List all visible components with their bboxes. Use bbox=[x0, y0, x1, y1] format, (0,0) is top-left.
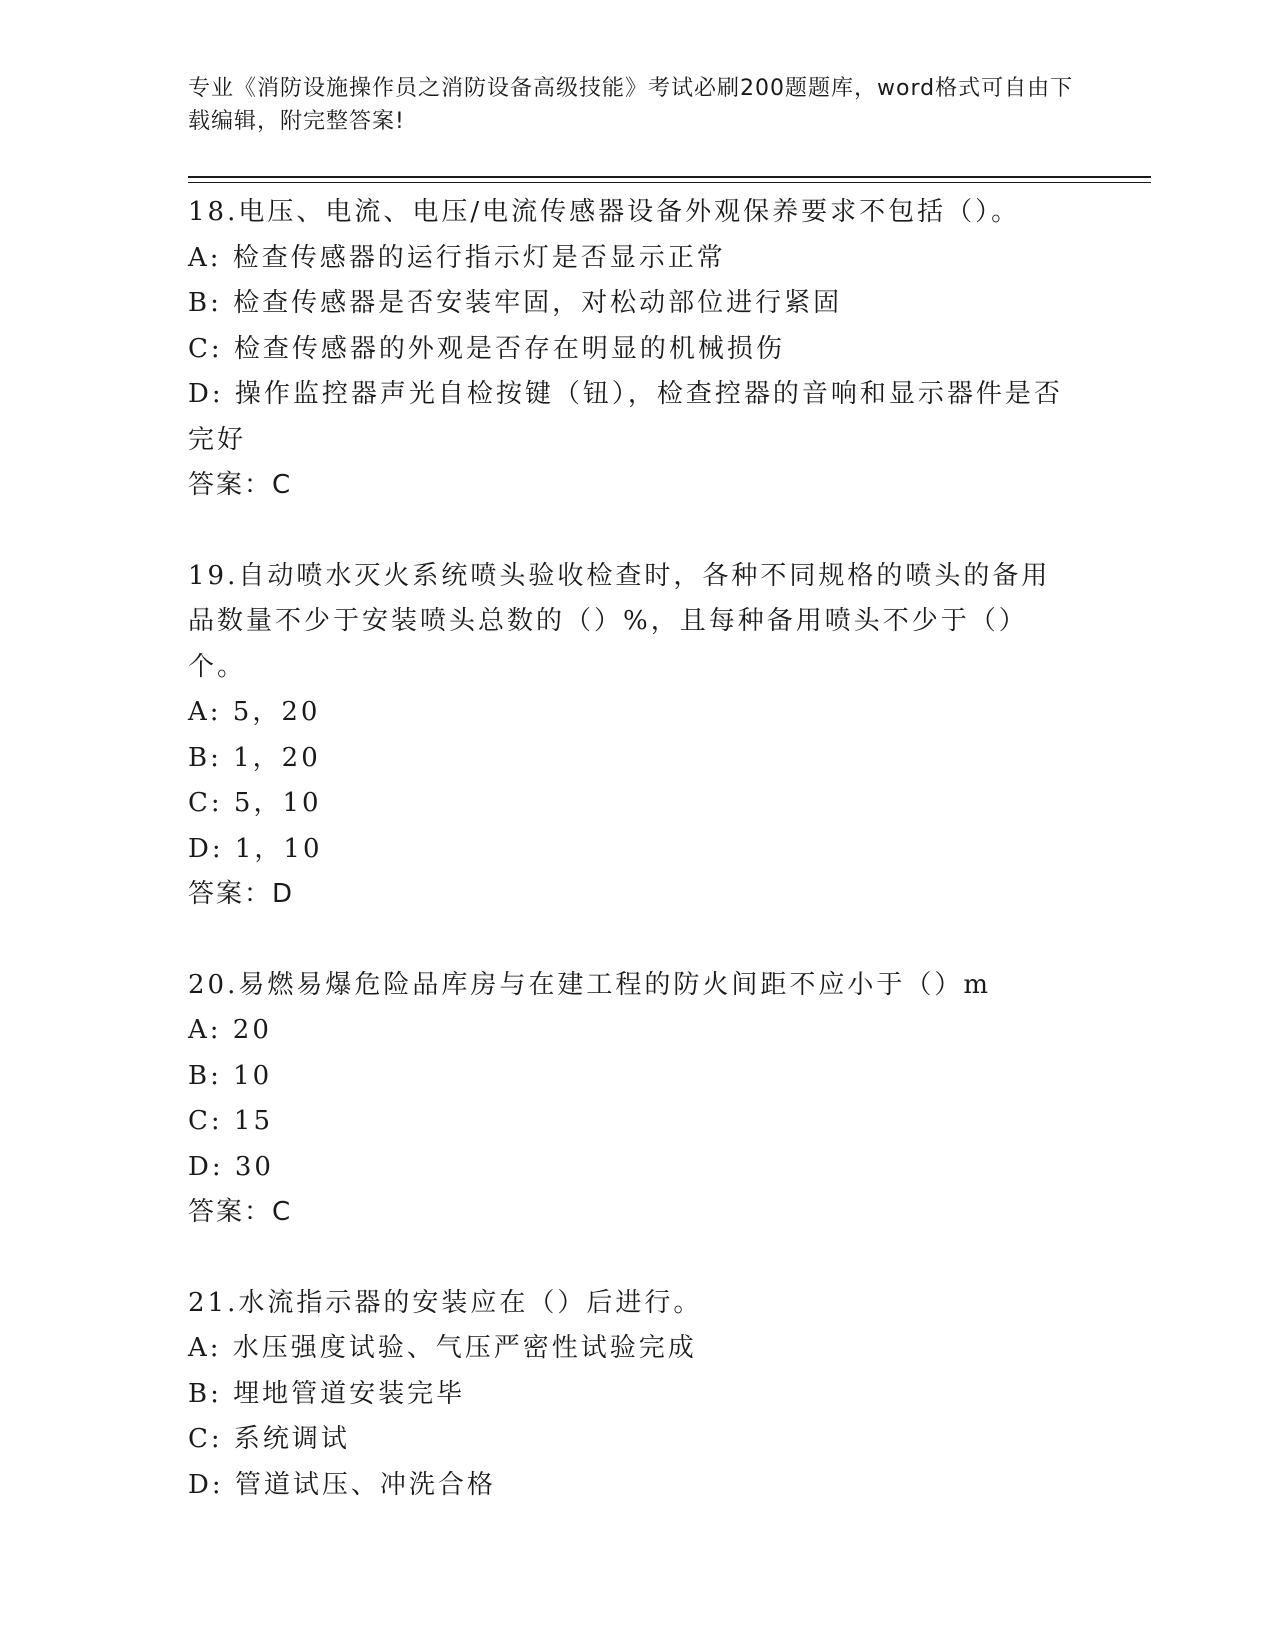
option-b: B: 埋地管道安装完毕 bbox=[188, 1378, 466, 1409]
option-d: D: 1，10 bbox=[188, 833, 323, 864]
option-a: A: 水压强度试验、气压严密性试验完成 bbox=[188, 1333, 697, 1363]
header-divider bbox=[188, 176, 1151, 178]
option-c: C: 15 bbox=[188, 1106, 274, 1136]
page-header: 专业《消防设施操作员之消防设备高级技能》考试必刷200题题库，word格式可自由下载编辑，附完整答案! bbox=[188, 76, 1074, 134]
option-b: B: 1，20 bbox=[188, 742, 321, 773]
option-a: A: 5，20 bbox=[188, 697, 321, 727]
answer: 答案：D bbox=[188, 879, 295, 909]
option-a: A: 检查传感器的运行指示灯是否显示正常 bbox=[188, 242, 726, 273]
option-b: B: 检查传感器是否安装牢固，对松动部位进行紧固 bbox=[188, 288, 843, 318]
question-18 bbox=[188, 190, 1088, 509]
answer: 答案：C bbox=[188, 1197, 293, 1227]
option-d: D: 操作监控器声光自检按键（钮），检查控器的音响和显示器件是否完好 bbox=[188, 379, 1063, 455]
option-c: C: 5，10 bbox=[188, 788, 322, 818]
question-21 bbox=[188, 1281, 1088, 1509]
option-d: D: 30 bbox=[188, 1151, 274, 1182]
question-stem: 18.电压、电流、电压/电流传感器设备外观保养要求不包括（）。 bbox=[188, 197, 1021, 227]
question-list bbox=[188, 190, 1088, 1553]
answer: 答案：C bbox=[188, 470, 293, 500]
question-19 bbox=[188, 554, 1088, 918]
option-c: C: 检查传感器的外观是否存在明显的机械损伤 bbox=[188, 333, 785, 364]
question-stem: 20.易燃易爆危险品库房与在建工程的防火间距不应小于（）m bbox=[188, 969, 992, 1000]
question-stem: 21.水流指示器的安装应在（）后进行。 bbox=[188, 1287, 703, 1318]
option-a: A: 20 bbox=[188, 1015, 272, 1045]
option-d: D: 管道试压、冲洗合格 bbox=[188, 1469, 496, 1500]
option-b: B: 10 bbox=[188, 1060, 273, 1091]
option-c: C: 系统调试 bbox=[188, 1424, 350, 1454]
question-stem: 19.自动喷水灭火系统喷头验收检查时，各种不同规格的喷头的备用品数量不少于安装喷头总数的（）%，且每种备用喷头不少于（）个。 bbox=[188, 560, 1051, 682]
question-20 bbox=[188, 963, 1088, 1236]
header-divider-thin bbox=[188, 182, 1151, 183]
